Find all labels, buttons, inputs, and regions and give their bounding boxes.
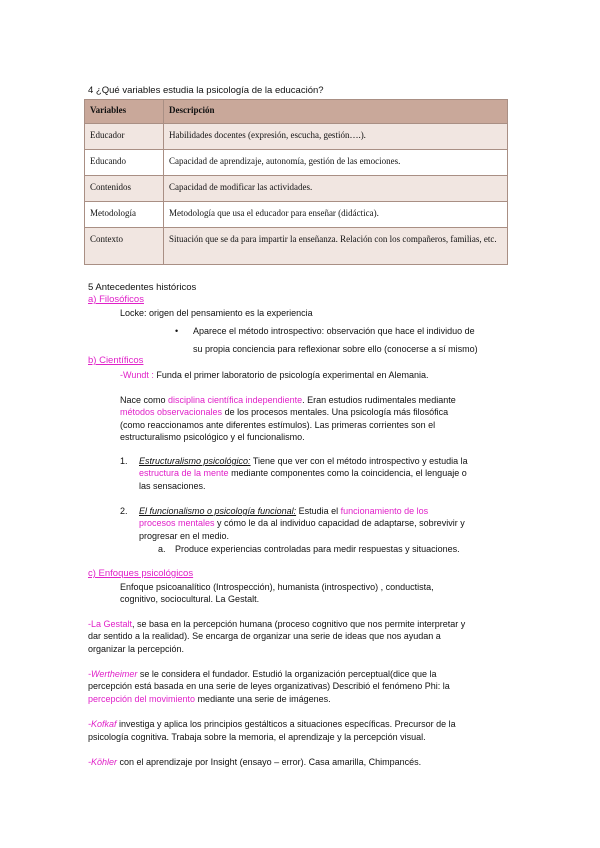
- enfoques-line-2: cognitivo, sociocultural. La Gestalt.: [120, 594, 260, 604]
- wundt-name: -Wundt :: [120, 370, 154, 380]
- nace-line-3: (como reaccionamos ante diferentes estímulos). Las primeras corrientes son el: [120, 420, 436, 430]
- wertheimer-line-2: percepción está basada en una serie de leyes organizativas) Describió el fenómeno Phi: la: [88, 681, 450, 691]
- gestalt-line-1: -La Gestalt, se basa en la percepción humana (proceso cognitivo que nos permite interpretar y: [88, 619, 466, 629]
- gestalt-line-3: organizar la percepción.: [88, 644, 185, 654]
- sub-item-a-letter: a.: [158, 544, 166, 554]
- gestalt-name: -La Gestalt: [88, 619, 133, 629]
- enfoques-heading: c) Enfoques psicológicos: [88, 568, 194, 579]
- item-2-line-1: El funcionalismo o psicología funcional: Estudia el funcionamiento de los: [139, 506, 429, 516]
- bullet-line-2: su propia conciencia para reflexionar sobre ello (conocerse a sí mismo): [193, 344, 478, 354]
- cell-description: Metodología que usa el educador para enseñar (didáctica).: [164, 202, 508, 228]
- section-5-heading: 5 Antecedentes históricos: [88, 282, 197, 293]
- cell-variable: Contexto: [85, 228, 164, 265]
- kofkaf-line-1: -Kofkaf investiga y aplica los principios gestálticos a situaciones específicas. Precursor de la: [88, 719, 456, 729]
- header-variables: Variables: [85, 100, 164, 124]
- wertheimer-name: -Wertheimer: [88, 669, 138, 679]
- wertheimer-line-3: percepción del movimiento mediante una serie de imágenes.: [88, 694, 331, 704]
- bullet-line-1: Aparece el método introspectivo: observación que hace el individuo de: [193, 326, 475, 336]
- locke-line: Locke: origen del pensamiento es la experiencia: [120, 308, 313, 318]
- cell-variable: Metodología: [85, 202, 164, 228]
- nace-line-2: métodos observacionales de los procesos mentales. Una psicología más filosófica: [120, 407, 449, 417]
- kofkaf-line-2: psicología cognitiva. Trabaja sobre la memoria, el aprendizaje y la percepción visual.: [88, 732, 426, 742]
- nace-line-4: estructuralismo psicológico y el funcionalismo.: [120, 432, 305, 442]
- cell-variable: Educador: [85, 124, 164, 150]
- header-descripcion: Descripción: [164, 100, 508, 124]
- item-1-number: 1.: [120, 456, 128, 466]
- item-1-line-1: Estructuralismo psicológico: Tiene que ver con el método introspectivo y estudia la: [139, 456, 468, 466]
- item-2-line-3: progresar en el medio.: [139, 531, 230, 541]
- cell-description: Capacidad de modificar las actividades.: [164, 176, 508, 202]
- funcionalismo-title: El funcionalismo o psicología funcional:: [139, 506, 297, 516]
- funcionamiento-highlight: funcionamiento de los: [340, 506, 429, 516]
- item-2-number: 2.: [120, 506, 128, 516]
- cell-description: Habilidades docentes (expresión, escucha, gestión….).: [164, 124, 508, 150]
- kohler-name: -Köhler: [88, 757, 118, 767]
- bullet-icon: •: [175, 326, 179, 336]
- percepcion-highlight: percepción del movimiento: [88, 694, 196, 704]
- kohler-line: -Köhler con el aprendizaje por Insight (ensayo – error). Casa amarilla, Chimpancés.: [88, 757, 422, 767]
- estructuralismo-title: Estructuralismo psicológico:: [139, 456, 251, 466]
- cell-description: Situación que se da para impartir la enseñanza. Relación con los compañeros, familias, etc.: [164, 228, 508, 265]
- cell-variable: Contenidos: [85, 176, 164, 202]
- table-row: [85, 202, 508, 228]
- item-2-line-2: procesos mentales y cómo le da al individuo capacidad de adaptarse, sobrevivir y: [139, 518, 465, 528]
- kofkaf-name: -Kofkaf: [88, 719, 117, 729]
- table-row: [85, 150, 508, 176]
- filosoficos-heading: a) Filosóficos: [88, 294, 144, 305]
- question-4-heading: 4 ¿Qué variables estudia la psicología de la educación?: [88, 85, 324, 96]
- cientificos-heading: b) Científicos: [88, 355, 144, 366]
- table-row: [85, 124, 508, 150]
- nace-line-1: Nace como disciplina científica independiente. Eran estudios rudimentales mediante: [120, 395, 456, 405]
- cell-description: Capacidad de aprendizaje, autonomía, gestión de las emociones.: [164, 150, 508, 176]
- table-header-row: [85, 100, 508, 124]
- cell-variable: Educando: [85, 150, 164, 176]
- item-1-line-2: estructura de la mente mediante componentes como la coincidencia, el lenguaje o: [139, 468, 467, 478]
- wundt-text: Funda el primer laboratorio de psicología experimental en Alemania.: [153, 370, 429, 380]
- estructura-highlight: estructura de la mente: [139, 468, 229, 478]
- variables-table: [84, 99, 508, 265]
- table-row: [85, 176, 508, 202]
- item-1-line-3: las sensaciones.: [139, 481, 206, 491]
- procesos-highlight: procesos mentales: [139, 518, 215, 528]
- disciplina-highlight: disciplina científica independiente: [168, 395, 303, 405]
- gestalt-line-2: dar sentido a la realidad). Se encarga de organizar una serie de ideas que nos ayudan a: [88, 631, 441, 641]
- wundt-line: [120, 369, 429, 381]
- wertheimer-line-1: -Wertheimer se le considera el fundador. Estudió la organización perceptual(dice que la: [88, 669, 437, 679]
- enfoques-line-1: Enfoque psicoanalítico (Introspección), humanista (introspectivo) , conductista,: [120, 582, 434, 592]
- sub-item-a-text: Produce experiencias controladas para medir respuestas y situaciones.: [175, 544, 460, 554]
- table-row: [85, 228, 508, 265]
- metodos-highlight: métodos observacionales: [120, 407, 223, 417]
